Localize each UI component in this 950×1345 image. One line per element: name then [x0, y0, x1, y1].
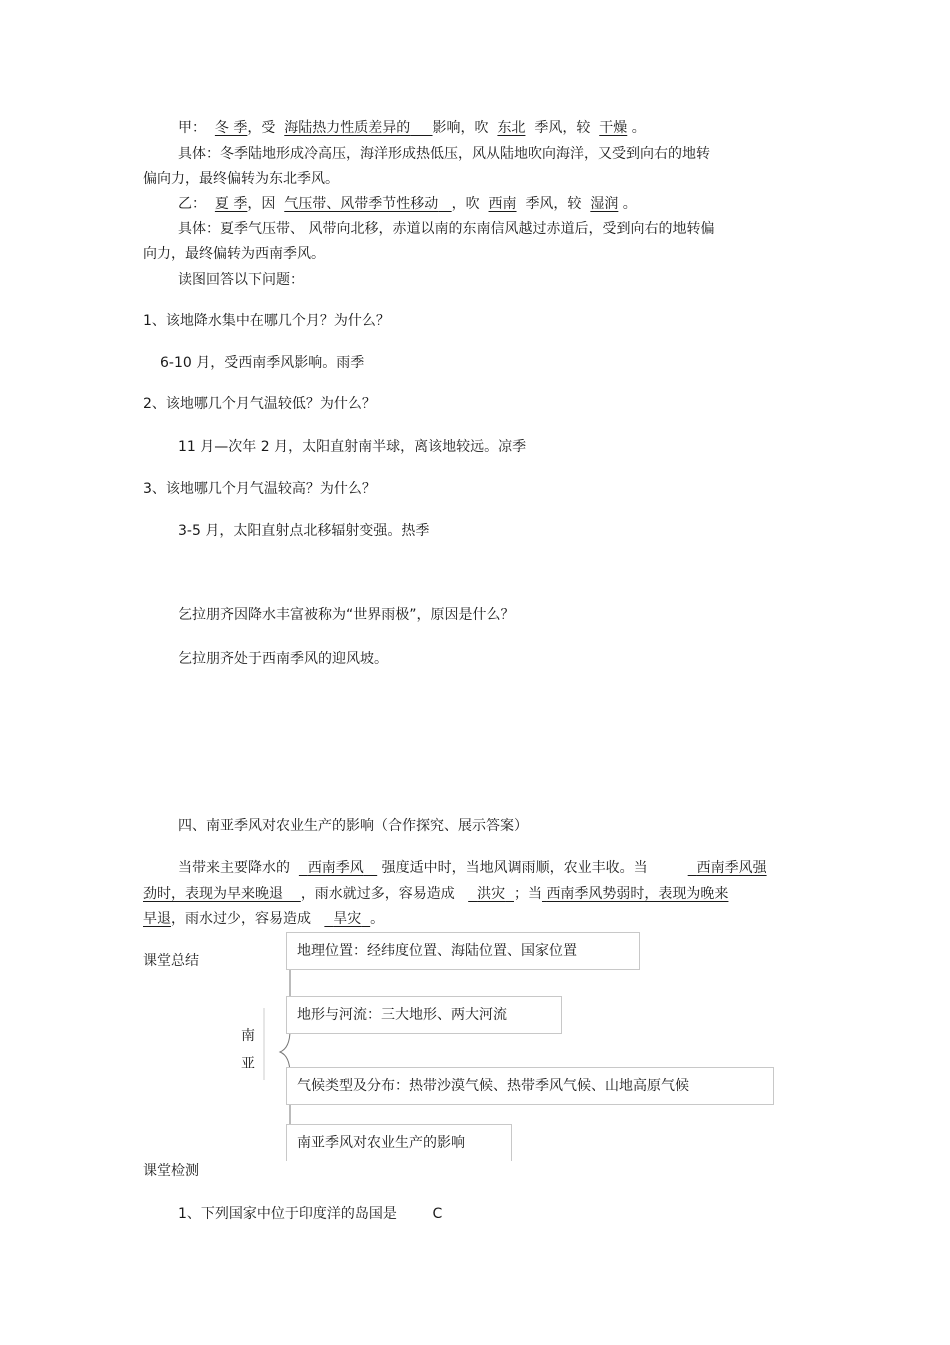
question-3: 3、该地哪几个月气温较高？为什么？ [143, 481, 376, 497]
jia-line: 甲： 冬 季，受 海陆热力性质差异的 影响，吹 东北 季风，较 干燥 。 [178, 120, 646, 136]
yi-prefix: 乙： [178, 196, 206, 212]
yi-mid2: ，吹 [451, 196, 480, 212]
yi-detail-2: 向力，最终偏转为西南季风。 [143, 246, 325, 262]
jia-mid3: 季风，较 [534, 120, 591, 136]
jia-season-blank: 冬 季 [214, 120, 248, 136]
yi-cause-blank: 气压带、风带季节性移动 [284, 196, 439, 212]
yi-trait-blank: 湿润 [590, 196, 619, 212]
yi-mid3: 季风，较 [525, 196, 582, 212]
jia-trait-blank: 干燥 [599, 120, 628, 136]
blank-early-retreat: 早退 [143, 911, 171, 927]
blank-drought: 旱灾 [333, 911, 362, 927]
yi-mid1: ，因 [247, 196, 276, 212]
read-prompt: 读图回答以下问题： [178, 272, 304, 288]
jia-detail-1: 具体：冬季陆地形成冷高压，海洋形成热低压，风从陆地吹向海洋，又受到向右的地转 [178, 146, 710, 162]
summary-item-location: 地理位置：经纬度位置、海陆位置、国家位置 [286, 932, 640, 970]
summary-center-label: 南 亚 [241, 1028, 255, 1072]
jia-cause-blank: 海陆热力性质差异的 [284, 120, 411, 136]
summary-item-monsoon-agri: 南亚季风对农业生产的影响 [286, 1124, 512, 1161]
jia-detail-2: 偏向力，最终偏转为东北季风。 [143, 171, 339, 187]
check-q1-answer: C [432, 1206, 443, 1222]
yi-season-blank: 夏 季 [214, 196, 248, 212]
section4-heading: 四、南亚季风对农业生产的影响（合作探究、展示答案） [178, 818, 528, 834]
summary-item-terrain: 地形与河流：三大地形、两大河流 [286, 996, 562, 1034]
question-2: 2、该地哪几个月气温较低？为什么？ [143, 396, 376, 412]
answer-2: 11 月—次年 2 月，太阳直射南半球，离该地较远。凉季 [178, 439, 527, 455]
summary-title: 课堂总结 [143, 953, 199, 969]
check-title: 课堂检测 [143, 1163, 199, 1179]
jia-prefix: 甲： [178, 120, 206, 136]
yi-wind-blank: 西南 [488, 196, 517, 212]
jia-mid2: 影响，吹 [432, 120, 489, 136]
answer-3: 3-5 月，太阳直射点北移辐射变强。热季 [178, 523, 430, 539]
jia-wind-blank: 东北 [497, 120, 526, 136]
blank-weak-monsoon: 西南季风势弱时，表现为晚来 [546, 886, 729, 902]
jia-mid1: ，受 [247, 120, 276, 136]
section4-para-line1: 当带来主要降水的 西南季风 强度适中时，当地风调雨顺，农业丰收。当 西南季风强 [178, 860, 767, 876]
cherrapunji-answer: 乞拉朋齐处于西南季风的迎风坡。 [178, 651, 388, 667]
blank-flood: 洪灾 [477, 886, 506, 902]
check-q1: 1、下列国家中位于印度洋的岛国是 C [178, 1206, 443, 1222]
section4-para-line2: 劲时，表现为早来晚退 ，雨水就过多，容易造成 洪灾 ；当 西南季风势弱时，表现为晚来 [143, 886, 729, 902]
yi-line: 乙： 夏 季，因 气压带、风带季节性移动 ，吹 西南 季风，较 湿润 。 [178, 196, 637, 212]
question-1: 1、该地降水集中在哪几个月？为什么？ [143, 313, 390, 329]
yi-detail-1: 具体：夏季气压带、 风带向北移，赤道以南的东南信风越过赤道后，受到向右的地转偏 [178, 221, 715, 237]
cherrapunji-question: 乞拉朋齐因降水丰富被称为“世界雨极”，原因是什么？ [178, 607, 515, 623]
section4-para-line3: 早退，雨水过少，容易造成 旱灾 。 [143, 911, 385, 927]
blank-southwest-monsoon: 西南季风 [307, 860, 364, 876]
answer-1: 6-10 月，受西南季风影响。雨季 [160, 355, 365, 371]
summary-item-climate: 气候类型及分布：热带沙漠气候、热带季风气候、山地高原气候 [286, 1067, 774, 1105]
blank-strong-monsoon: 西南季风强 [696, 860, 767, 876]
blank-early-late: 劲时，表现为早来晚退 [143, 886, 283, 902]
